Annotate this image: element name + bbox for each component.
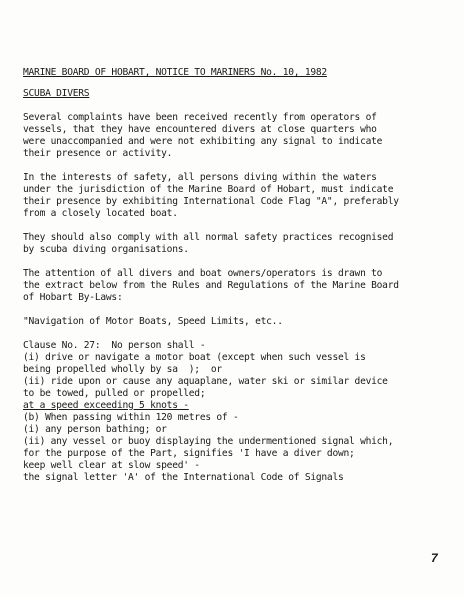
clause-b-line: (b) When passing within 120 metres of - [23,412,239,423]
quote-intro: "Navigation of Motor Boats, Speed Limits, etc.. [23,316,283,327]
notice-subheading: SCUBA DIVERS [23,88,90,99]
clause-line: (i) drive or navigate a motor boat (except when such vessel is [23,352,366,363]
paragraph-line: In the interests of safety, all persons diving within the waters [23,172,377,183]
clause-b-line: keep well clear at slow speed' - [23,460,200,471]
paragraph-line: They should also comply with all normal safety practices recognised [23,232,394,243]
notice-heading: MARINE BOARD OF HOBART, NOTICE TO MARINERS No. 10, 1982 [23,67,327,78]
speed-limit-line: at a speed exceeding 5 knots - [23,400,189,411]
clause-b-line: for the purpose of the Part, signifies 'I have a diver down; [23,448,355,459]
paragraph-line: under the jurisdiction of the Marine Board of Hobart, must indicate [23,184,394,195]
paragraph-line: vessels, that they have encountered divers at close quarters who [23,124,377,135]
paragraph-line: their presence or activity. [23,148,173,159]
clause-line: being propelled wholly by sa ); or [23,364,222,375]
paragraph-line: their presence by exhibiting International Code Flag "A", preferably [23,196,399,207]
clause-b-line: the signal letter 'A' of the International Code of Signals [23,472,344,483]
paragraph-line: from a closely located boat. [23,208,178,219]
paragraph-line: by scuba diving organisations. [23,244,189,255]
paragraph-line: of Hobart By-Laws: [23,292,123,303]
paragraph-line: were unaccompanied and were not exhibiting any signal to indicate [23,136,383,147]
clause-b-line: (i) any person bathing; or [23,424,167,435]
paragraph-line: the extract below from the Rules and Regulations of the Marine Board [23,280,399,291]
page-number: 7 [431,551,438,565]
paragraph-line: Several complaints have been received recently from operators of [23,112,377,123]
clause-line: Clause No. 27: No person shall - [23,340,206,351]
clause-b-line: (ii) any vessel or buoy displaying the undermentioned signal which, [23,436,394,447]
clause-line: to be towed, pulled or propelled; [23,388,206,399]
clause-line: (ii) ride upon or cause any aquaplane, water ski or similar device [23,376,388,387]
paragraph-line: The attention of all divers and boat owners/operators is drawn to [23,268,383,279]
